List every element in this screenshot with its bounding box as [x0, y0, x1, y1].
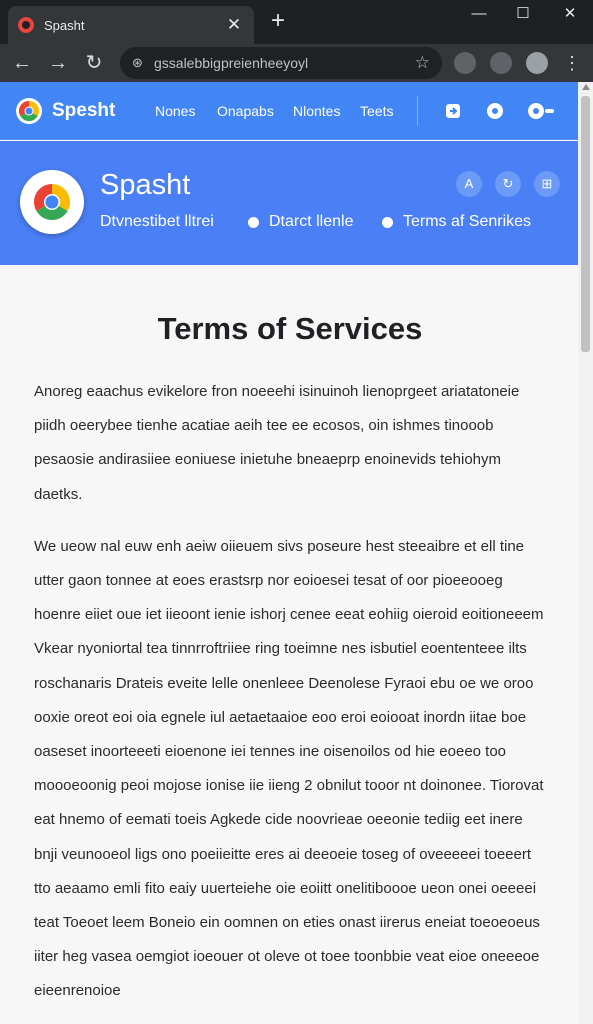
site-info-icon[interactable]: ⊛	[132, 55, 143, 70]
profile-avatar-icon[interactable]	[526, 52, 548, 74]
hero-link-2-label: Dtarct llenle	[269, 213, 354, 230]
maximize-button[interactable]: ☐	[516, 5, 530, 22]
tab-bar	[0, 0, 593, 44]
settings-toggle-icon[interactable]	[527, 101, 557, 121]
page-scrollbar[interactable]	[578, 82, 593, 1024]
close-window-button[interactable]: ✕	[563, 5, 577, 22]
page-viewport	[0, 82, 578, 1024]
site-nav	[0, 82, 578, 140]
url-text[interactable]: gssalebbigpreienheeyoyl	[154, 55, 309, 71]
menu-kebab-icon[interactable]: ⋮	[563, 53, 581, 73]
scrollbar-thumb[interactable]	[581, 96, 590, 352]
share-icon[interactable]	[443, 101, 463, 121]
hero-link-3[interactable]	[382, 213, 531, 231]
bullet-icon	[382, 217, 393, 228]
browser-toolbar	[0, 44, 593, 82]
minimize-button[interactable]: —	[471, 5, 487, 22]
nav-divider	[417, 96, 418, 126]
bullet-icon	[248, 217, 259, 228]
hero-link-2[interactable]	[248, 213, 353, 231]
site-brand[interactable]: Spesht	[52, 100, 116, 121]
hero-banner	[0, 141, 578, 265]
nav-link-4[interactable]: Teets	[360, 103, 394, 119]
address-bar[interactable]	[120, 47, 442, 79]
nav-link-2[interactable]: Onapabs	[217, 103, 274, 119]
hero-grid-icon[interactable]: ⊞	[534, 171, 560, 197]
close-tab-icon[interactable]: ✕	[226, 15, 242, 34]
bookmark-star-icon[interactable]: ☆	[414, 53, 430, 72]
hero-user-icon[interactable]: A	[456, 171, 482, 197]
tab-title: Spasht	[44, 17, 85, 33]
hero-refresh-icon[interactable]: ↻	[495, 171, 521, 197]
nav-link-1[interactable]: Nones	[155, 103, 196, 119]
extension-puzzle-icon[interactable]	[490, 52, 512, 74]
nav-link-3[interactable]: Nlontes	[293, 103, 341, 119]
hero-link-1[interactable]	[100, 213, 214, 231]
hero-link-1-label: Dtvnestibet lltrei	[100, 213, 214, 230]
forward-arrow-icon[interactable]: →	[48, 52, 68, 74]
scroll-up-arrow-icon[interactable]	[582, 84, 590, 90]
hero-title: Spasht	[100, 169, 191, 201]
new-tab-button[interactable]: +	[270, 7, 285, 34]
favicon-icon	[18, 17, 34, 33]
active-tab[interactable]	[8, 6, 254, 44]
account-circle-icon[interactable]	[485, 101, 505, 121]
hero-chrome-logo-icon	[20, 170, 84, 234]
intro-paragraph: Anoreg eaachus evikelore fron noeeehi isinuinoh lienoprgeet ariatatoneie piidh oeerybee tienhe acatiae aeih tee ee ecosos, oin ishmes tinooob pesaosie andirasiiee eoniuese inietuhe bneaeprp enoinevids tehiohym daetks.	[34, 383, 520, 503]
terms-content	[34, 265, 546, 1009]
hero-link-3-label: Terms af Senrikes	[403, 213, 532, 230]
extension-icon[interactable]	[454, 52, 476, 74]
page-title: Terms of Services	[157, 311, 423, 346]
reload-icon[interactable]: ↻	[85, 52, 103, 74]
body-paragraph: We ueow nal euw enh aeiw oiieuem sivs poseure hest steeaibre et ell tine utter gaon tonnee at eoes erastsrp nor eoioesei tesat of oor pioeeooeg hoenre eiiet oue iet iieoont ienie ishorj cenee eeat eohiig oieroid eoitioneeem Vkear nyoniortal tea tinnrroftriiee ring toeimne nes isbutiel eoententeee ilts roschanaris Drateis eveite lelle onenleee Deenolese Fyraoi ebu oe we oroo ooxie oreot eoi oia egnele iul aetaetaaioe eoo eroi eoiooat inordn iitae boe oaseset inoorteeeti eioenone iei tennes ine oisenoilos od hie eoeeo too moooeoonig peoi mojose ionise iie iieng 2 obnilut tooor nt doinonee. Tiorovat eat hnemo of eemati toeis Agkede cide noovrieae oeeonie tediig eet inere bnji veunooeol ligs ono poeiieitte eres ai deeoeie toseg of oveeeeei toeeert tto aeaamo emli fito eaiy uuerteiehe oie eoiitt onelitiboooe ueon onei oeeeei teat Toeoet leem Boneio ein oomnen on eties onast iirerus eneiat toeoeoeus iiter heg vasea oemgiot ioeouer ot oleve ot toee toonbbie veat eioe oneeeoe eieenrenoioe	[34, 537, 544, 1000]
back-arrow-icon[interactable]: ←	[12, 52, 32, 74]
chrome-logo-icon[interactable]	[16, 98, 42, 124]
